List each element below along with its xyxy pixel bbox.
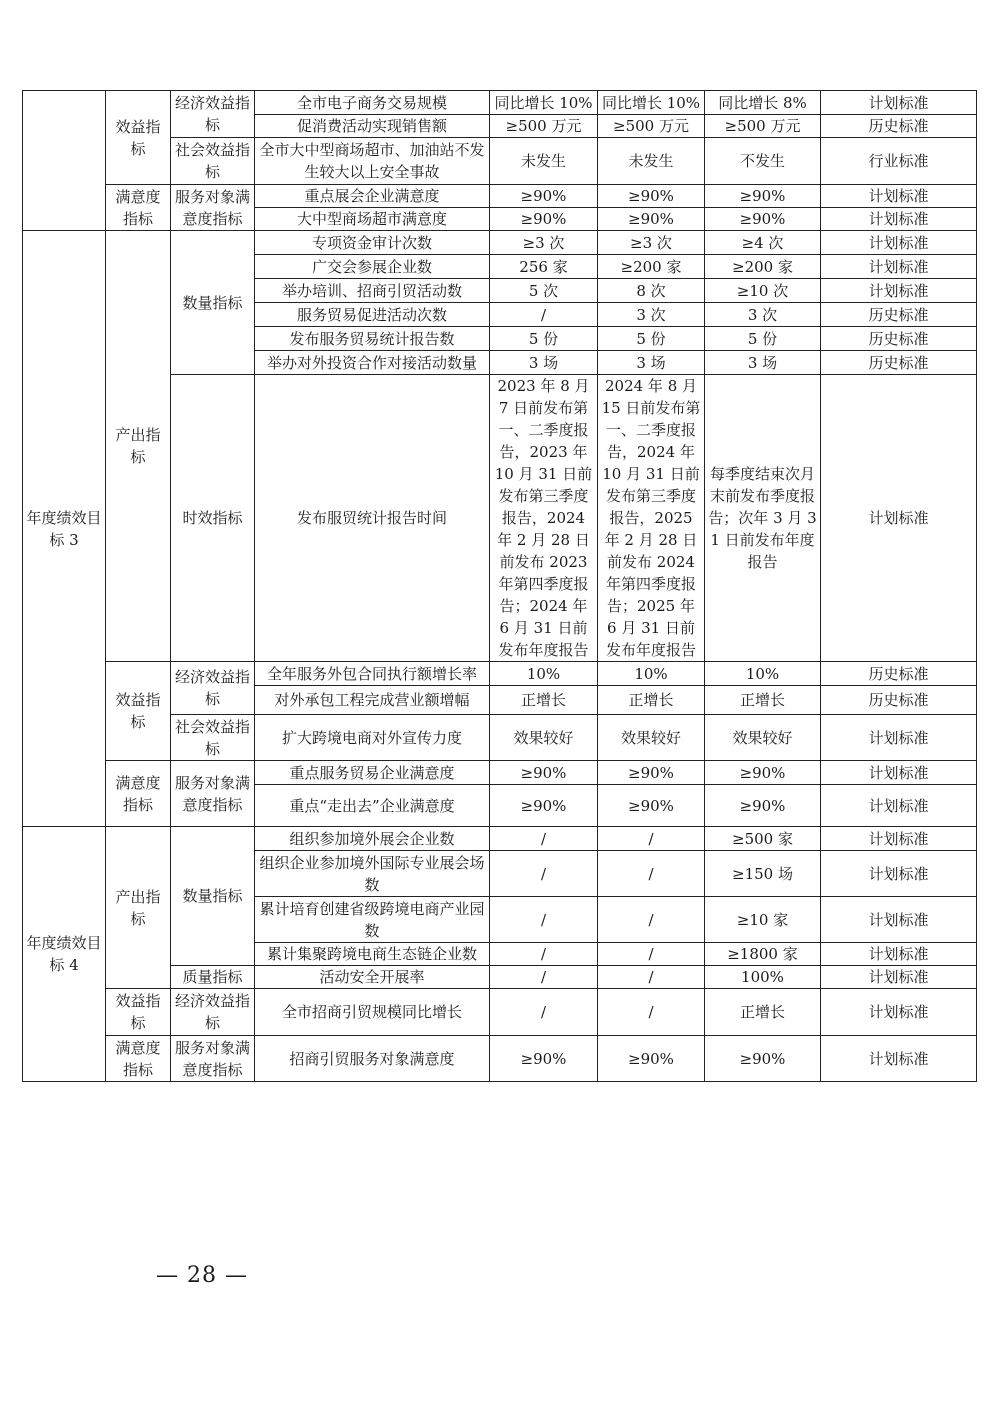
value-cell: 正增长 [705, 989, 821, 1036]
value-cell: 正增长 [705, 686, 821, 715]
level1-cell: 效益指标 [106, 91, 171, 185]
standard-cell: 历史标准 [821, 327, 977, 351]
standard-cell: 历史标准 [821, 686, 977, 715]
value-cell: / [598, 897, 705, 943]
level1-cell: 产出指标 [106, 827, 171, 989]
value-cell: 未发生 [490, 138, 598, 185]
value-cell: 不发生 [705, 138, 821, 185]
value-cell: / [598, 966, 705, 989]
standard-cell: 计划标准 [821, 761, 977, 785]
value-cell: 10% [705, 662, 821, 686]
level2-cell: 数量指标 [171, 231, 255, 375]
standard-cell: 计划标准 [821, 279, 977, 303]
value-cell: ≥500 万元 [598, 115, 705, 138]
indicator-cell: 活动安全开展率 [255, 966, 490, 989]
standard-cell: 计划标准 [821, 785, 977, 827]
indicator-cell: 服务贸易促进活动次数 [255, 303, 490, 327]
standard-cell: 计划标准 [821, 91, 977, 115]
standard-cell: 计划标准 [821, 231, 977, 255]
table-row [23, 761, 977, 785]
value-cell: 3 次 [598, 303, 705, 327]
value-cell: ≥150 场 [705, 851, 821, 897]
standard-cell: 历史标准 [821, 303, 977, 327]
indicator-cell: 全市电子商务交易规模 [255, 91, 490, 115]
value-cell: ≥10 次 [705, 279, 821, 303]
goal-cell: 年度绩效目标 4 [23, 827, 106, 1082]
standard-cell: 计划标准 [821, 1036, 977, 1082]
standard-cell: 计划标准 [821, 255, 977, 279]
level2-cell: 经济效益指标 [171, 91, 255, 138]
standard-cell: 计划标准 [821, 208, 977, 231]
value-cell: ≥10 家 [705, 897, 821, 943]
value-cell: ≥90% [705, 1036, 821, 1082]
value-cell: 256 家 [490, 255, 598, 279]
value-cell: 效果较好 [490, 715, 598, 761]
table-row [23, 185, 977, 208]
indicator-cell: 发布服贸统计报告时间 [255, 375, 490, 662]
value-cell: / [490, 303, 598, 327]
value-cell: / [598, 989, 705, 1036]
value-cell: / [490, 943, 598, 966]
standard-cell: 历史标准 [821, 662, 977, 686]
value-cell: ≥1800 家 [705, 943, 821, 966]
value-cell: ≥90% [598, 785, 705, 827]
indicator-cell: 对外承包工程完成营业额增幅 [255, 686, 490, 715]
table-row [23, 827, 977, 851]
standard-cell: 行业标准 [821, 138, 977, 185]
value-cell: ≥4 次 [705, 231, 821, 255]
level1-cell: 产出指标 [106, 231, 171, 662]
value-cell: 5 份 [490, 327, 598, 351]
value-cell: ≥90% [490, 785, 598, 827]
value-cell: ≥90% [705, 185, 821, 208]
indicator-cell: 举办对外投资合作对接活动数量 [255, 351, 490, 375]
level2-cell: 社会效益指标 [171, 138, 255, 185]
indicator-cell: 大中型商场超市满意度 [255, 208, 490, 231]
level2-cell: 社会效益指标 [171, 715, 255, 761]
indicator-cell: 组织参加境外展会企业数 [255, 827, 490, 851]
standard-cell: 计划标准 [821, 851, 977, 897]
level2-cell: 数量指标 [171, 827, 255, 966]
value-cell: ≥200 家 [598, 255, 705, 279]
value-cell: ≥200 家 [705, 255, 821, 279]
value-cell: 同比增长 10% [598, 91, 705, 115]
value-cell: 5 次 [490, 279, 598, 303]
indicator-cell: 发布服务贸易统计报告数 [255, 327, 490, 351]
value-cell: 5 份 [705, 327, 821, 351]
value-cell: / [490, 989, 598, 1036]
level1-cell: 满意度指标 [106, 761, 171, 827]
indicator-cell: 组织企业参加境外国际专业展会场数 [255, 851, 490, 897]
standard-cell: 历史标准 [821, 351, 977, 375]
indicator-cell: 全市大中型商场超市、加油站不发生较大以上安全事故 [255, 138, 490, 185]
indicator-cell: 重点服务贸易企业满意度 [255, 761, 490, 785]
value-cell: 8 次 [598, 279, 705, 303]
value-cell: / [598, 827, 705, 851]
standard-cell: 计划标准 [821, 943, 977, 966]
standard-cell: 计划标准 [821, 989, 977, 1036]
value-cell: 3 场 [598, 351, 705, 375]
value-cell: 效果较好 [598, 715, 705, 761]
value-cell: 10% [490, 662, 598, 686]
indicator-cell: 招商引贸服务对象满意度 [255, 1036, 490, 1082]
level2-cell: 经济效益指标 [171, 662, 255, 715]
goal-cell: 年度绩效目标 3 [23, 231, 106, 827]
value-cell: 3 场 [490, 351, 598, 375]
standard-cell: 计划标准 [821, 966, 977, 989]
value-cell: ≥90% [598, 208, 705, 231]
indicator-cell: 重点展会企业满意度 [255, 185, 490, 208]
value-cell: / [490, 827, 598, 851]
performance-table [22, 90, 977, 1082]
value-cell: ≥90% [705, 761, 821, 785]
indicator-cell: 专项资金审计次数 [255, 231, 490, 255]
indicator-cell: 扩大跨境电商对外宣传力度 [255, 715, 490, 761]
value-cell: ≥90% [598, 185, 705, 208]
value-cell: ≥500 家 [705, 827, 821, 851]
value-cell: ≥500 万元 [705, 115, 821, 138]
level2-cell: 服务对象满意度指标 [171, 185, 255, 231]
value-cell: / [598, 943, 705, 966]
value-cell: 效果较好 [705, 715, 821, 761]
indicator-cell: 重点“走出去”企业满意度 [255, 785, 490, 827]
level1-cell: 满意度指标 [106, 185, 171, 231]
value-cell: 100% [705, 966, 821, 989]
indicator-cell: 举办培训、招商引贸活动数 [255, 279, 490, 303]
value-cell: ≥90% [490, 1036, 598, 1082]
standard-cell: 计划标准 [821, 715, 977, 761]
value-cell: ≥90% [705, 208, 821, 231]
value-cell: / [490, 966, 598, 989]
value-cell: ≥90% [598, 1036, 705, 1082]
value-cell: 5 份 [598, 327, 705, 351]
indicator-cell: 累计集聚跨境电商生态链企业数 [255, 943, 490, 966]
table-row [23, 989, 977, 1036]
value-cell: 同比增长 8% [705, 91, 821, 115]
value-cell: ≥90% [490, 208, 598, 231]
value-cell: 正增长 [598, 686, 705, 715]
table-row [23, 91, 977, 115]
page-number: — 28 — [156, 1263, 248, 1288]
standard-cell: 历史标准 [821, 115, 977, 138]
level2-cell: 经济效益指标 [171, 989, 255, 1036]
value-cell: 2024 年 8 月 15 日前发布第一、二季度报告，2024 年 10 月 31 日前发布第三季度报告，2025 年 2 月 28 日前发布 2024 年第四季度报告；2025 年 6 月 31 日前发布年度报告 [598, 375, 705, 662]
value-cell: ≥3 次 [598, 231, 705, 255]
table-row [23, 231, 977, 255]
table-row [23, 1036, 977, 1082]
value-cell: 2023 年 8 月 7 日前发布第一、二季度报告，2023 年 10 月 31 日前发布第三季度报告，2024 年 2 月 28 日前发布 2023 年第四季度报告；2024 年 6 月 31 日前发布年度报告 [490, 375, 598, 662]
value-cell: 正增长 [490, 686, 598, 715]
level2-cell: 时效指标 [171, 375, 255, 662]
value-cell: ≥90% [490, 761, 598, 785]
value-cell: 同比增长 10% [490, 91, 598, 115]
value-cell: / [490, 897, 598, 943]
indicator-cell: 广交会参展企业数 [255, 255, 490, 279]
value-cell: ≥90% [598, 761, 705, 785]
value-cell: / [598, 851, 705, 897]
value-cell: 3 次 [705, 303, 821, 327]
level1-cell: 效益指标 [106, 662, 171, 761]
value-cell: 每季度结束次月末前发布季度报告；次年 3 月 31 日前发布年度报告 [705, 375, 821, 662]
goal-cell [23, 91, 106, 231]
value-cell: ≥500 万元 [490, 115, 598, 138]
table-row [23, 662, 977, 686]
level2-cell: 服务对象满意度指标 [171, 1036, 255, 1082]
level1-cell: 满意度指标 [106, 1036, 171, 1082]
standard-cell: 计划标准 [821, 897, 977, 943]
value-cell: ≥3 次 [490, 231, 598, 255]
value-cell: / [490, 851, 598, 897]
value-cell: ≥90% [705, 785, 821, 827]
standard-cell: 计划标准 [821, 185, 977, 208]
level1-cell: 效益指标 [106, 989, 171, 1036]
value-cell: 3 场 [705, 351, 821, 375]
indicator-cell: 促消费活动实现销售额 [255, 115, 490, 138]
value-cell: ≥90% [490, 185, 598, 208]
value-cell: 未发生 [598, 138, 705, 185]
level2-cell: 质量指标 [171, 966, 255, 989]
standard-cell: 计划标准 [821, 375, 977, 662]
value-cell: 10% [598, 662, 705, 686]
level2-cell: 服务对象满意度指标 [171, 761, 255, 827]
indicator-cell: 累计培育创建省级跨境电商产业园数 [255, 897, 490, 943]
indicator-cell: 全市招商引贸规模同比增长 [255, 989, 490, 1036]
indicator-cell: 全年服务外包合同执行额增长率 [255, 662, 490, 686]
standard-cell: 计划标准 [821, 827, 977, 851]
